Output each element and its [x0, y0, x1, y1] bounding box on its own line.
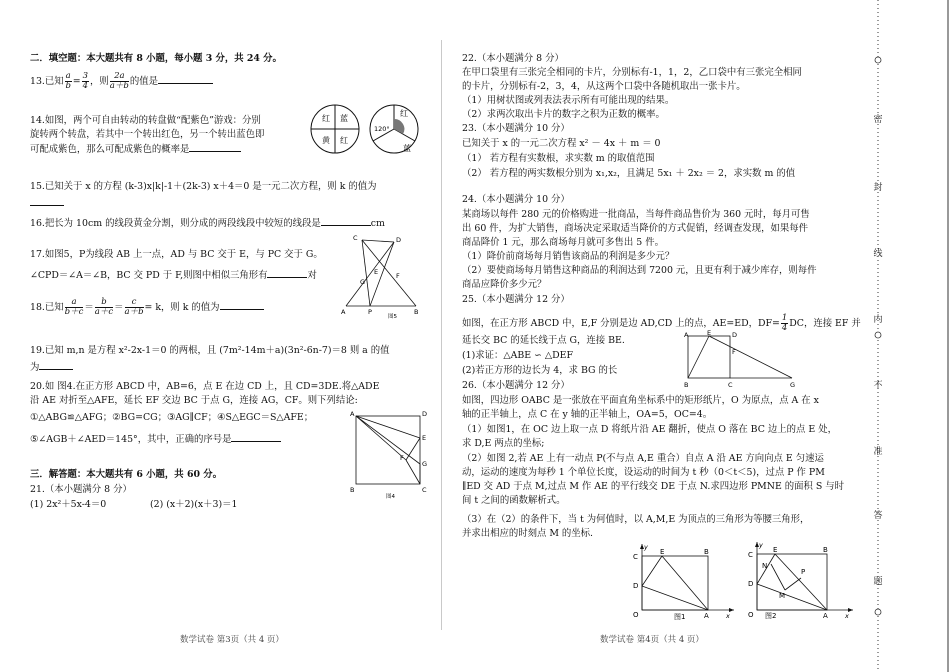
question-26-line-6: 动，运动的速度为每秒 1 个单位长度，设运动的时间为 t 秒（0＜t＜5)，过点 P 作 PM	[462, 467, 825, 478]
question-15: 15.已知关于 x 的方程 (k-3)x|k|-1＋(2k-3) x＋4＝0 是一元二次方程，则 k 的值为	[30, 181, 377, 192]
question-25-title: 25.（本小题满分 12 分）	[462, 294, 570, 305]
binding-dotted-line	[870, 0, 950, 672]
q25-fraction: $\frac{1}{4}$	[781, 313, 788, 333]
answer-blank	[39, 360, 73, 370]
fig5-point-g: G	[360, 278, 366, 286]
binding-margin	[870, 0, 950, 672]
answer-blank	[189, 142, 241, 152]
question-16: 16.把长为 10cm 的线段黄金分割，则分成的两段线段中较短的线段是 cm	[30, 218, 385, 229]
figure-25	[680, 330, 802, 390]
section3-title: 三．解答题：本大题共有 6 小题，共 60 分。	[30, 469, 223, 480]
fig26-2-axis-x: x	[845, 612, 849, 620]
question-24-line-5: （2）要使商场每月销售这种商品的利润达到 7200 元，且更有利于减少库存，则每件	[462, 265, 817, 276]
binding-char-5: 不	[873, 381, 883, 391]
fig26-1-point-d: D	[633, 582, 639, 590]
fig4-point-b: B	[350, 486, 355, 494]
fig25-point-e: E	[707, 330, 712, 337]
fig26-1-caption: 图1	[674, 613, 686, 620]
fig26-2-point-c: C	[748, 551, 753, 559]
question-26-line-8: 间 t 之间的函数解析式。	[462, 495, 566, 506]
question-21-part-2: (2) (x＋2)(x＋3)＝1	[150, 499, 238, 510]
question-14-line-1: 14.如图，两个可自由转动的转盘做“配紫色”游戏：分别	[30, 115, 261, 126]
spinner-figures	[308, 101, 422, 161]
fig26-1-point-e: E	[660, 548, 665, 556]
binding-char-6: 准	[873, 447, 883, 457]
spinner-1-label-2: 蓝	[340, 114, 348, 123]
question-24-title: 24.（本小题满分 10 分）	[462, 194, 570, 205]
question-22-title: 22.（本小题满分 8 分）	[462, 53, 564, 64]
page-footer-3: 数学试卷 第3页（共 4 页）	[180, 635, 284, 645]
fig26-2-point-p: P	[801, 568, 806, 576]
figure-5	[340, 232, 422, 320]
fig26-2-axis-y: y	[759, 541, 763, 549]
question-24-line-2: 出 60 件，为扩大销售，商场决定采取适当降价的方式促销，经调查发现，如果每件	[462, 223, 809, 234]
question-24-line-4: （1）降价前商场每月销售该商品的利润是多少元？	[462, 251, 675, 262]
question-26-title: 26.（本小题满分 12 分）	[462, 380, 570, 391]
question-19-line-2: 为	[30, 360, 73, 374]
spinner-2-label-2: 120°	[374, 125, 390, 133]
fig5-point-c: C	[353, 234, 358, 242]
spinner-1-label-4: 红	[340, 136, 348, 145]
question-22-line-1: 在甲口袋里有三张完全相同的卡片，分别标有-1，1，2，乙口袋中有三张完全相同	[462, 67, 802, 78]
fig5-point-f: F	[396, 272, 400, 280]
question-25-line-1: 如图，在正方形 ABCD 中，E,F 分别是边 AD,CD 上的点，AE=ED，DF= $\frac{1}{4}$ DC，连接 EF 并	[462, 313, 861, 333]
answer-blank	[267, 268, 307, 278]
fig26-2-point-a: A	[823, 612, 828, 620]
answer-blank	[30, 196, 64, 206]
question-21-title: 21.（本小题满分 8 分）	[30, 484, 132, 495]
question-24-line-3: 商品降价 1 元，那么商场每月就可多售出 5 件。	[462, 237, 664, 248]
question-24-line-6: 商品应降价多少元？	[462, 279, 547, 290]
answer-blank	[321, 216, 371, 226]
section2-title: 二．填空题：本大题共有 8 小题，每小题 3 分，共 24 分。	[30, 53, 282, 64]
fig26-1-axis-y: y	[644, 543, 648, 551]
q18-fraction-2: $\frac{b}{a+c}$	[94, 297, 114, 317]
q13-fraction-3: $\frac{2a}{a+b}$	[109, 71, 129, 91]
question-17-line-1: 17.如图5，P为线段 AB 上一点，AD 与 BC 交于 E，与 PC 交于 G。	[30, 249, 323, 260]
question-26-line-7: ∥ED 交 AD 于点 M,过点 M 作 AE 的平行线交 DE 于点 N.求四边形 PMNE 的面积 S 与时	[462, 481, 845, 492]
binding-char-4: 内	[873, 315, 883, 325]
spinner-2-label-3: 蓝	[403, 144, 411, 153]
question-20-line-4: ⑤∠AGB＋∠AED＝145°，其中，正确的序号是	[30, 432, 281, 446]
fig26-2-point-b: B	[823, 546, 828, 554]
fig26-2-point-e: E	[773, 546, 778, 554]
fig25-point-g: G	[790, 381, 796, 389]
fig4-caption: 图4	[386, 494, 395, 500]
question-13: 13.已知 $\frac{a}{b}$ = $\frac{3}{4}$ ，则 $\frac{2a}{a+b}$ 的值是	[30, 72, 213, 91]
question-14-line-3: 可配成紫色，那么可配成紫色的概率是	[30, 142, 241, 156]
question-18: 18.已知 $\frac{a}{b+c}$ ＝ $\frac{b}{a+c}$ ＝ $\frac{c}{a+b}$ = k，则 k 的值为	[30, 298, 264, 317]
question-22-line-4: （2）求两次取出卡片的数字之积为正数的概率。	[462, 109, 665, 120]
fig4-point-e: E	[422, 434, 427, 442]
spinner-1	[311, 105, 359, 153]
figure-26-2	[745, 538, 860, 620]
question-21-part-1: (1) 2x²＋5x-4＝0	[30, 499, 107, 510]
column-divider	[441, 40, 442, 630]
question-25-line-3: (1)求证：△ABE ∽ △DEF	[462, 350, 574, 361]
fig4-point-f: F	[400, 454, 404, 462]
binding-char-3: 线	[873, 249, 883, 259]
fig25-point-d: D	[732, 331, 738, 339]
q18-fraction-1: $\frac{a}{b+c}$	[64, 297, 84, 317]
fig4-point-d: D	[422, 410, 428, 418]
question-23-title: 23.（本小题满分 10 分）	[462, 123, 570, 134]
fig26-1-point-o: O	[633, 611, 639, 619]
fig25-point-a: A	[684, 331, 689, 339]
fig4-point-c: C	[422, 486, 427, 494]
spinner-1-label-3: 黄	[322, 136, 330, 145]
spinner-2-label-1: 红	[400, 109, 408, 118]
fig4-point-a: A	[350, 410, 355, 418]
fig26-1-axis-x: x	[726, 612, 730, 620]
question-15-blank	[30, 196, 64, 210]
answer-blank	[231, 432, 281, 442]
question-20-line-2: 沿 AE 对折至△AFE，延长 EF 交边 BC 于点 G，连接 AG，CF。则下列结论:	[30, 395, 358, 406]
fig5-point-e: E	[374, 268, 379, 276]
question-14-line-2: 旋转两个转盘，若其中一个转出红色，另一个转出蓝色即	[30, 129, 265, 140]
question-23-line-2: （1） 若方程有实数根，求实数 m 的取值范围	[462, 153, 655, 164]
question-23-line-3: （2） 若方程的两实数根分别为 x₁,x₂，且满足 5x₁ ＋ 2x₂ ＝ 2，求实数 m 的值	[462, 168, 796, 179]
fig5-point-a: A	[341, 308, 346, 316]
question-26-line-9: （3）在（2）的条件下，当 t 为何值时，以 A,M,E 为顶点的三角形为等腰三角形，	[462, 514, 810, 525]
fig25-point-c: C	[728, 381, 733, 389]
fig5-point-p: P	[368, 308, 372, 316]
question-24-line-1: 某商场以每件 280 元的价格购进一批商品，当每件商品售价为 360 元时，每月可售	[462, 209, 810, 220]
binding-char-1: 密	[873, 115, 883, 125]
figure-4	[348, 408, 432, 500]
question-26-line-10: 并求出相应的时刻点 M 的坐标.	[462, 528, 594, 539]
q18-fraction-3: $\frac{c}{a+b}$	[124, 297, 144, 317]
question-26-line-2: 轴的正半轴上，点 C 在 y 轴的正半轴上，OA=5，OC=4。	[462, 409, 713, 420]
page-footer-4: 数学试卷 第4页（共 4 页）	[600, 635, 704, 645]
answer-blank	[158, 74, 213, 84]
fig26-2-caption: 图2	[765, 612, 777, 620]
q13-fraction-1: $\frac{a}{b}$	[65, 71, 71, 91]
spinner-2	[370, 105, 418, 153]
fig26-1-point-c: C	[633, 553, 638, 561]
fig5-point-b: B	[414, 308, 419, 316]
binding-char-7: 答	[873, 511, 883, 521]
spinner-1-label-1: 红	[322, 114, 330, 123]
question-25-line-2: 延长交 BC 的延长线于点 G，连接 BE.	[462, 335, 625, 346]
q13-fraction-2: $\frac{3}{4}$	[82, 71, 89, 91]
binding-char-2: 封	[873, 183, 883, 193]
question-22-line-2: 的卡片，分别标有-2，3，4，从这两个口袋中各随机取出一张卡片。	[462, 81, 746, 92]
fig5-point-d: D	[396, 236, 402, 244]
fig4-point-g: G	[422, 460, 428, 468]
question-26-line-4: 求 D,E 两点的坐标;	[462, 438, 545, 449]
fig26-2-point-m: M	[779, 592, 786, 600]
fig26-2-point-n: N	[762, 562, 768, 570]
question-19: 19.已知 m,n 是方程 x²-2x-1＝0 的两根，且 (7m²-14m＋a)(3n²-6n-7)＝8 则 a 的值	[30, 345, 390, 356]
question-26-line-3: （1）如图1，在 OC 边上取一点 D 将纸片沿 AE 翻折，使点 O 落在 BC 边上的点 E 处，	[462, 424, 837, 435]
binding-char-8: 题	[873, 577, 883, 587]
fig5-caption: 图5	[388, 314, 397, 320]
answer-blank	[220, 300, 264, 310]
fig26-2-point-d: D	[748, 580, 754, 588]
question-22-line-3: （1）用树状图或列表法表示所有可能出现的结果。	[462, 95, 675, 106]
fig26-2-point-o: O	[748, 611, 754, 619]
question-20-line-3: ①△ABG≌△AFG；②BG=CG；③AG∥CF；④S△EGC＝S△AFE；	[30, 412, 314, 423]
figure-26-1	[630, 540, 740, 620]
question-17-line-2: ∠CPD＝∠A＝∠B，BC 交 PD 于 F,则图中相似三角形有 对	[30, 270, 317, 281]
fig25-point-b: B	[684, 381, 689, 389]
fig26-1-point-b: B	[704, 548, 709, 556]
fig25-point-f: F	[732, 348, 736, 356]
question-20-line-1: 20.如 图4.在正方形 ABCD 中，AB=6，点 E 在边 CD 上，且 CD=3DE.将△ADE	[30, 381, 380, 392]
question-25-line-4: (2)若正方形的边长为 4，求 BG 的长	[462, 365, 618, 376]
fig26-1-point-a: A	[704, 612, 709, 620]
question-26-line-5: （2）如图 2,若 AE 上有一动点 P(不与点 A,E 重合）自点 A 沿 AE 方向向点 E 匀速运	[462, 453, 824, 464]
question-23-line-1: 已知关于 x 的一元二次方程 x² － 4x ＋ m ＝ 0	[462, 138, 661, 149]
question-26-line-1: 如图，四边形 OABC 是一张放在平面直角坐标系中的矩形纸片，O 为原点，点 A 在 x	[462, 395, 819, 406]
